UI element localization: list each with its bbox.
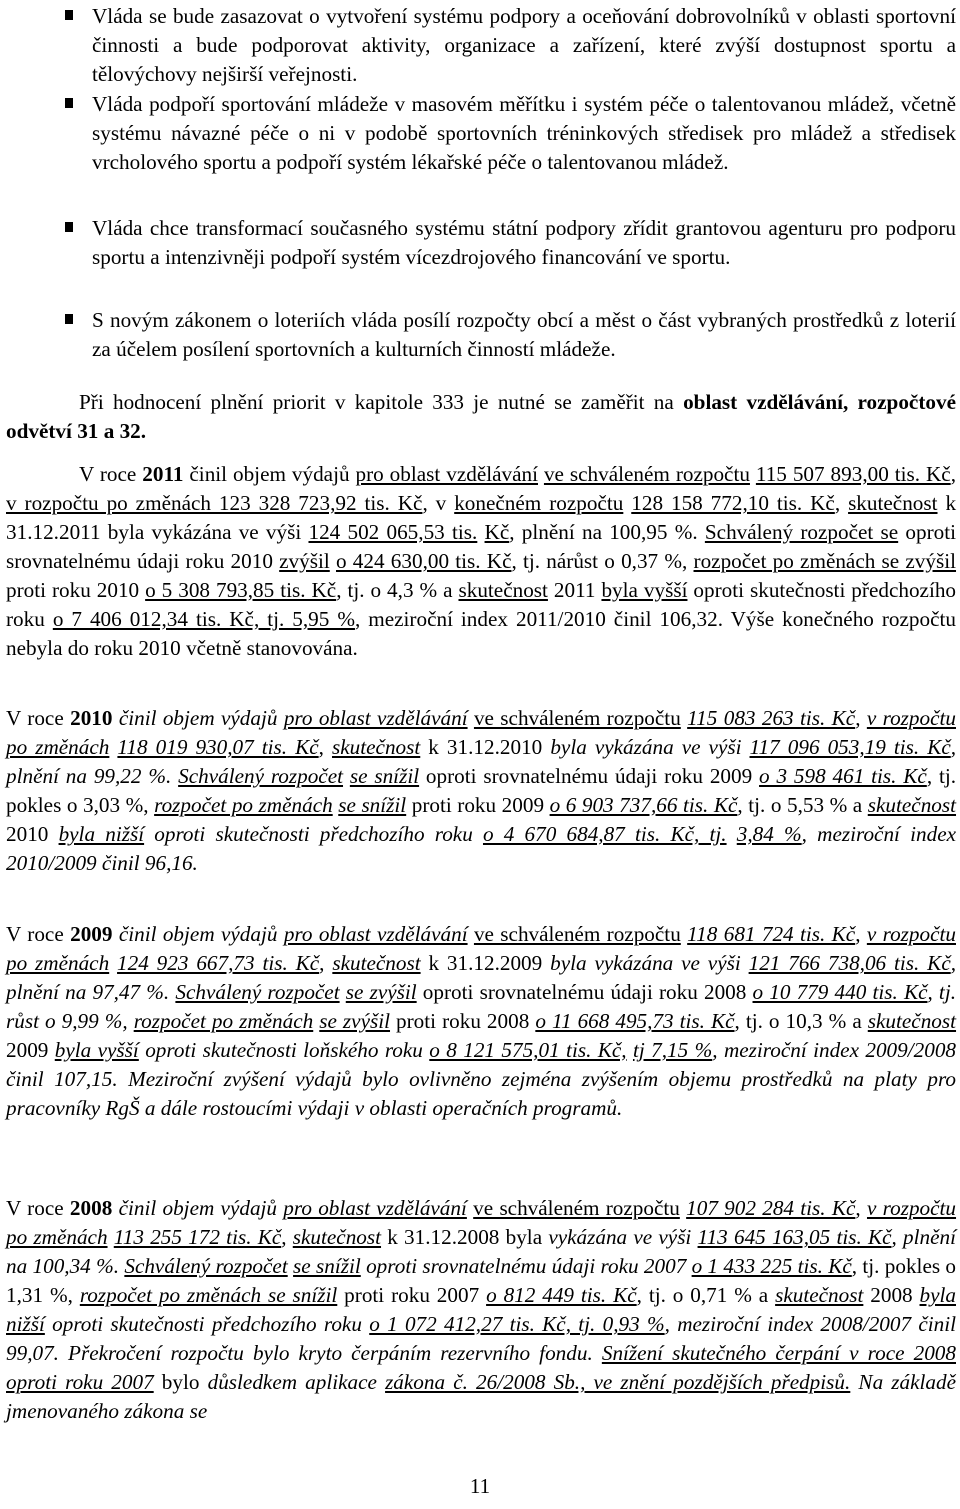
square-bullet-icon bbox=[65, 314, 73, 324]
text: skutečnost bbox=[458, 578, 548, 602]
text: , tj. o 4,3 % a bbox=[336, 578, 459, 602]
text: k 31.12.2011 byla vykázána ve výši bbox=[6, 491, 957, 544]
text: v rozpočtu po změnách bbox=[6, 706, 956, 759]
amount: 121 766 738,06 tis. Kč bbox=[748, 951, 951, 975]
text: , bbox=[855, 706, 867, 730]
text: ve schváleném rozpočtu bbox=[473, 1196, 680, 1220]
text: rozpočet po změnách bbox=[133, 1009, 314, 1033]
text: , tj. o 0,71 % a bbox=[636, 1283, 776, 1307]
square-bullet-icon bbox=[65, 10, 73, 20]
text: , plnění na 100,95 %. bbox=[509, 520, 705, 544]
text: oproti skutečnosti předchozího roku bbox=[44, 1312, 370, 1336]
list-item bbox=[92, 90, 956, 177]
text: , plnění na 100,34 %. bbox=[6, 1225, 956, 1278]
amount: o 5 308 793,85 tis. Kč bbox=[145, 578, 337, 602]
text: 2008 bbox=[870, 1283, 920, 1307]
text: a bbox=[852, 1009, 868, 1033]
amount: o 3 598 461 tis. Kč bbox=[759, 764, 927, 788]
list-item bbox=[92, 214, 956, 272]
text: oproti skutečnosti předchozího roku bbox=[144, 822, 483, 846]
paragraph-2010 bbox=[6, 704, 956, 878]
amount: 124 502 065,53 tis. bbox=[308, 520, 478, 544]
text: bylo bbox=[153, 1370, 208, 1394]
amount: 115 083 263 tis. Kč bbox=[687, 706, 856, 730]
text: oproti srovnatelnému údaji roku 2009 bbox=[419, 764, 760, 788]
text: byla vykázána ve výši bbox=[550, 951, 749, 975]
text: rozpočet po změnách se snížil bbox=[79, 1283, 338, 1307]
text: , tj. pokles o 1,31 %, bbox=[6, 1254, 957, 1307]
text: roku bbox=[6, 607, 53, 631]
amount: v rozpočtu po změnách 123 328 723,92 tis. Kč bbox=[6, 491, 423, 515]
text: se snížil bbox=[338, 793, 407, 817]
amount: o 1 433 225 tis. Kč bbox=[691, 1254, 852, 1278]
amount: 113 645 163,05 tis. Kč bbox=[697, 1225, 892, 1249]
intro-paragraph bbox=[6, 388, 956, 446]
text: Na základě jmenovaného zákona se bbox=[6, 1370, 957, 1423]
text: Schválený rozpočet se bbox=[704, 520, 899, 544]
text: k 31.12.2008 byla bbox=[381, 1225, 543, 1249]
bullet-text: Vláda chce transformací současného systému státní podpory zřídit grantovou agenturu pro podporu sportu a intenzivněji podpoří systém vícezdrojového financování ve sportu. bbox=[92, 216, 956, 269]
bullet-text: Vláda se bude zasazovat o vytvoření systému podpory a oceňování dobrovolníků v oblasti sportovní činnosti a bude podporovat aktivity, organizace a zařízení, které zvýší dostupnost sportu a tělovýchovy nejširší veřejnosti. bbox=[92, 4, 956, 86]
amount: o 6 903 737,66 tis. Kč bbox=[549, 793, 738, 817]
page-number: 11 bbox=[469, 1474, 491, 1498]
text: byla vykázána ve výši bbox=[550, 735, 750, 759]
text: skutečnost bbox=[292, 1225, 382, 1249]
text: se zvýšil bbox=[345, 980, 417, 1004]
text: , bbox=[281, 1225, 293, 1249]
text: byla nižší bbox=[58, 822, 145, 846]
text: pro oblast vzdělávání bbox=[283, 922, 468, 946]
text: skutečnost bbox=[867, 1009, 957, 1033]
text: V roce bbox=[6, 706, 71, 730]
text: 2009 bbox=[6, 1038, 55, 1062]
intro-bold-text: oblast vzdělávání, rozpočtové odvětví 31 a 32. bbox=[6, 390, 956, 443]
text: skutečnost bbox=[867, 793, 957, 817]
text: Schválený rozpočet bbox=[175, 980, 340, 1004]
paragraph-2009 bbox=[6, 920, 956, 1123]
text: činil objem výdajů bbox=[183, 462, 356, 486]
amount: o 1 072 412,27 tis. Kč, tj. 0,93 % bbox=[369, 1312, 665, 1336]
text: , meziroční index 2009/2008 činil 107,15. Meziroční zvýšení výdajů bylo ovlivněno zejména zvýšením objemu prostředků na platy pro pracovníky RgŠ a dále rostoucími výdaji v oblasti operačních programů. bbox=[6, 1038, 957, 1120]
amount: 118 019 930,07 tis. Kč bbox=[117, 735, 319, 759]
text: byla nižší bbox=[6, 1283, 956, 1336]
text: ve schváleném rozpočtu bbox=[473, 922, 681, 946]
text: V roce bbox=[6, 1196, 70, 1220]
amount: o 812 449 tis. Kč bbox=[486, 1283, 637, 1307]
text: byla vyšší bbox=[54, 1038, 139, 1062]
text: činil objem výdajů bbox=[112, 706, 284, 730]
text: Kč bbox=[484, 520, 510, 544]
text: proti roku 2007 bbox=[337, 1283, 487, 1307]
text: oproti srovnatelnému údaji roku 2007 bbox=[360, 1254, 692, 1278]
amount: o 8 121 575,01 tis. Kč, bbox=[429, 1038, 627, 1062]
text: Schválený rozpočet bbox=[178, 764, 344, 788]
text: V roce bbox=[6, 922, 71, 946]
text: zvýšil bbox=[279, 549, 330, 573]
year-label: 2009 bbox=[70, 922, 113, 946]
text: konečném rozpočtu bbox=[454, 491, 624, 515]
text: zákona č. 26/2008 Sb., ve znění pozdějších předpisů. bbox=[385, 1370, 851, 1394]
text: skutečnost bbox=[848, 491, 938, 515]
amount: 115 507 893,00 tis. Kč bbox=[755, 462, 951, 486]
text: pro oblast vzdělávání bbox=[283, 1196, 467, 1220]
bullet-text: Vláda podpoří sportování mládeže v masovém měřítku i systém péče o talentovanou mládež, včetně systému návazné péče o ni v podobě sportovních tréninkových středisek pro mládež a středisek vrcholového sportu a podpoří systém lékařské péče o talentovanou mládež. bbox=[92, 92, 956, 174]
text: pro oblast vzdělávání bbox=[355, 462, 538, 486]
text: oproti srovnatelnému údaji roku 2010 bbox=[6, 520, 957, 573]
year-label: 2011 bbox=[142, 462, 184, 486]
year-label: 2008 bbox=[69, 1196, 113, 1220]
paragraph-2008 bbox=[6, 1194, 956, 1426]
text bbox=[109, 951, 117, 975]
text: proti roku 2010 bbox=[6, 578, 140, 602]
text: , meziroční index 2010/2009 činil 96,16. bbox=[6, 822, 956, 875]
text: v rozpočtu po změnách bbox=[6, 922, 956, 975]
text: , tj. o 5,53 % bbox=[737, 793, 848, 817]
text: důsledkem aplikace bbox=[207, 1370, 377, 1394]
amount: o 10 779 440 tis. Kč bbox=[752, 980, 928, 1004]
amount: 118 681 724 tis. Kč bbox=[687, 922, 856, 946]
text: , meziroční index 2011/2010 činil 106,32. Výše konečného rozpočtu nebyla do roku 2010 včetně stanovována. bbox=[6, 607, 956, 660]
text: , plnění na 97,47 %. bbox=[6, 951, 957, 1004]
text: , tj. růst o 9,99 %, bbox=[6, 980, 957, 1033]
amount: o 11 668 495,73 tis. Kč bbox=[535, 1009, 735, 1033]
bullet-text: S novým zákonem o loteriích vláda posílí rozpočty obcí a měst o část vybraných prostředků z loterií za účelem posílení sportovních a kulturních činností mládeže. bbox=[92, 308, 956, 361]
text: činil objem výdajů bbox=[112, 922, 284, 946]
text: , tj. pokles o 3,03 %, bbox=[6, 764, 957, 817]
text: k 31.12.2010 bbox=[420, 735, 543, 759]
text: Schválený rozpočet bbox=[124, 1254, 288, 1278]
text: , meziroční index 2008/2007 činil 99,07. Překročení rozpočtu bylo kryto čerpáním rezervního fondu. bbox=[6, 1312, 957, 1365]
text: , tj. o 10,3 % bbox=[734, 1009, 847, 1033]
square-bullet-icon bbox=[65, 222, 73, 232]
text: byla vyšší bbox=[601, 578, 688, 602]
text: se snížil bbox=[349, 764, 420, 788]
text: , tj. nárůst o 0,37 %, bbox=[511, 549, 694, 573]
text: tj 7,15 % bbox=[632, 1038, 713, 1062]
text: proti roku 2009 bbox=[406, 793, 550, 817]
text: ve schváleném rozpočtu bbox=[473, 706, 681, 730]
text: , bbox=[318, 735, 332, 759]
year-label: 2010 bbox=[70, 706, 113, 730]
text: Snížení skutečného čerpání v roce 2008 oproti roku 2007 bbox=[6, 1341, 956, 1394]
square-bullet-icon bbox=[65, 98, 73, 108]
text: se snížil bbox=[293, 1254, 361, 1278]
amount: o 4 670 684,87 tis. Kč, tj. bbox=[482, 822, 727, 846]
text: a bbox=[852, 793, 868, 817]
text: v rozpočtu po změnách bbox=[6, 1196, 957, 1249]
amount: o 7 406 012,34 tis. Kč, tj. 5,95 % bbox=[52, 607, 355, 631]
text: , bbox=[855, 1196, 867, 1220]
amount: 124 923 667,73 tis. Kč bbox=[117, 951, 320, 975]
text: oproti srovnatelnému údaji roku 2008 bbox=[416, 980, 753, 1004]
text: , bbox=[950, 462, 956, 486]
list-item bbox=[92, 2, 956, 89]
text: V roce bbox=[79, 462, 143, 486]
text: ve schváleném rozpočtu bbox=[543, 462, 750, 486]
text: činil objem výdajů bbox=[112, 1196, 284, 1220]
list-item bbox=[92, 306, 956, 364]
text: oproti skutečnosti loňského roku bbox=[138, 1038, 430, 1062]
text: se zvýšil bbox=[319, 1009, 391, 1033]
text: 2011 bbox=[547, 578, 602, 602]
text: , bbox=[834, 491, 849, 515]
text: oproti skutečnosti předchozího bbox=[687, 578, 957, 602]
text: pro oblast vzdělávání bbox=[283, 706, 468, 730]
text: proti roku 2008 bbox=[390, 1009, 536, 1033]
amount: 128 158 772,10 tis. Kč bbox=[631, 491, 835, 515]
text: 3,84 % bbox=[736, 822, 802, 846]
text: skutečnost bbox=[775, 1283, 864, 1307]
text: vykázána ve výši bbox=[548, 1225, 698, 1249]
text: , plnění na 99,22 %. bbox=[6, 735, 957, 788]
text: rozpočet po změnách se zvýšil bbox=[693, 549, 957, 573]
text: 2010 bbox=[6, 822, 59, 846]
text: rozpočet po změnách bbox=[154, 793, 333, 817]
text: k 31.12.2009 bbox=[420, 951, 543, 975]
amount: o 424 630,00 tis. Kč bbox=[336, 549, 512, 573]
text: , bbox=[319, 951, 333, 975]
amount: 117 096 053,19 tis. Kč bbox=[749, 735, 951, 759]
intro-text: Při hodnocení plnění priorit v kapitole 333 je nutné se zaměřit na bbox=[79, 390, 684, 414]
amount: 107 902 284 tis. Kč bbox=[686, 1196, 856, 1220]
text: , bbox=[855, 922, 867, 946]
text: skutečnost bbox=[332, 735, 421, 759]
amount: 113 255 172 tis. Kč bbox=[113, 1225, 282, 1249]
text: , v bbox=[422, 491, 455, 515]
text: skutečnost bbox=[332, 951, 421, 975]
paragraph-2011 bbox=[6, 460, 956, 663]
